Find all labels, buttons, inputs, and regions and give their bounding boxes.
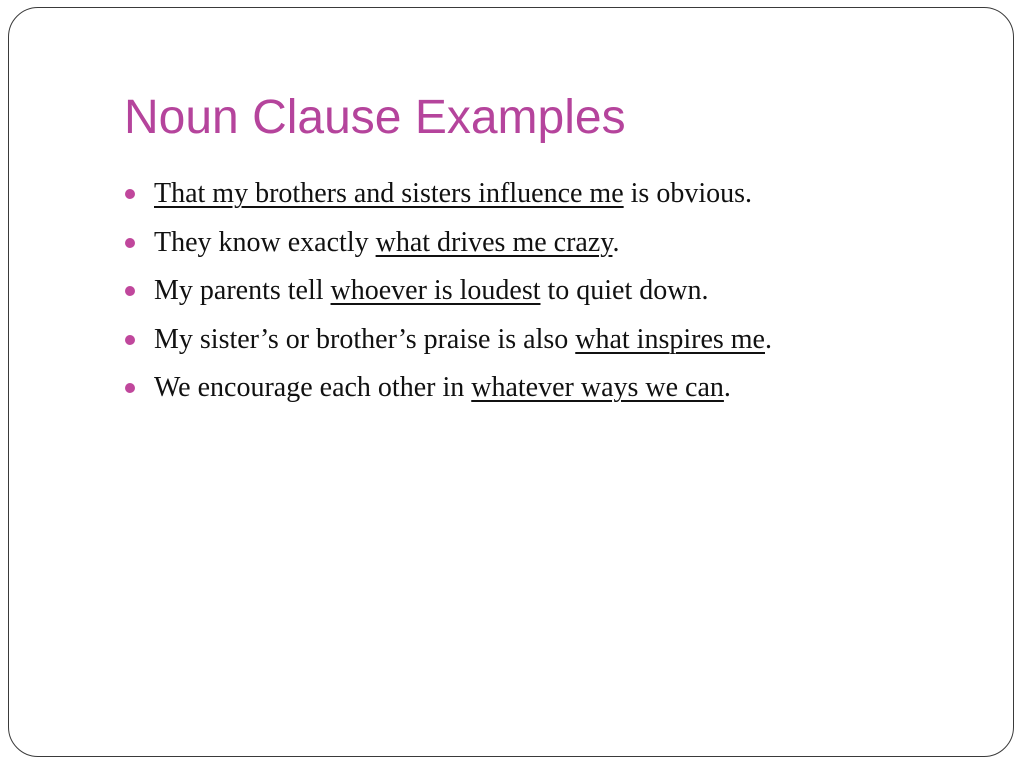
bullet-dot-icon	[125, 335, 135, 345]
noun-clause-underlined: That my brothers and sisters influence me	[154, 178, 624, 209]
bullet-text-after: is obvious.	[623, 178, 753, 209]
bullet-text-before: They know exactly	[154, 226, 376, 258]
bullet-item	[124, 271, 772, 320]
bullet-dot-icon	[125, 383, 135, 393]
bullet-text-before: We encourage each other in	[154, 372, 472, 403]
bullet-text-after: .	[612, 226, 620, 258]
bullet-item	[124, 368, 772, 417]
bullet-text-after: .	[723, 372, 731, 403]
bullet-dot-icon	[125, 286, 135, 296]
bullet-dot-icon	[125, 189, 135, 199]
bullet-text-before: My sister’s or brother’s praise is also	[154, 323, 576, 355]
bullet-text-after: .	[765, 323, 772, 355]
noun-clause-underlined: whatever ways we can	[471, 372, 724, 403]
slide-frame	[8, 7, 1014, 757]
noun-clause-underlined: what inspires me	[575, 323, 765, 355]
bullet-list	[124, 174, 772, 417]
bullet-text-before: My parents tell	[154, 275, 331, 306]
slide-title: Noun Clause Examples	[124, 91, 626, 144]
bullet-dot-icon	[125, 238, 135, 248]
noun-clause-underlined: what drives me crazy	[375, 226, 613, 258]
bullet-item	[124, 174, 772, 223]
bullet-item	[124, 223, 772, 272]
bullet-item	[124, 320, 772, 369]
bullet-text-after: to quiet down.	[540, 275, 709, 306]
noun-clause-underlined: whoever is loudest	[330, 275, 541, 306]
